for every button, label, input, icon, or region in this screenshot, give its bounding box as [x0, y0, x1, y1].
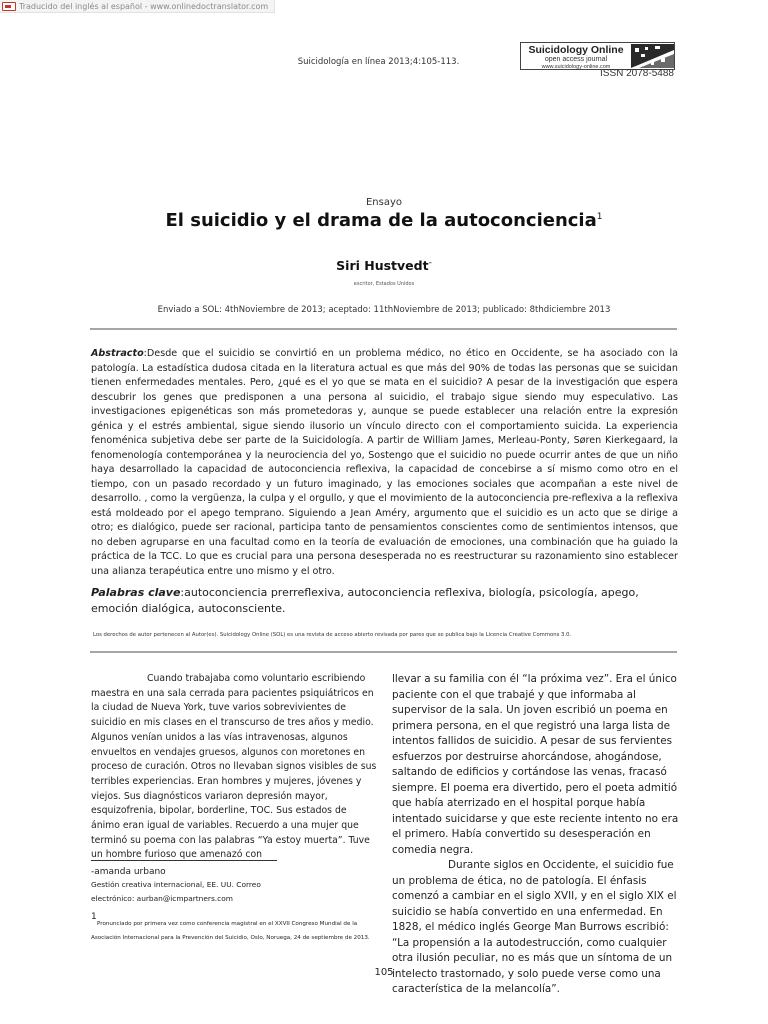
issn: ISSN 2078-5488: [600, 68, 674, 79]
body-right-paragraph-2: Durante siglos en Occidente, el suicidio fue un problema de ética, no de patología. El énfasis comenzó a cambiar en el siglo XVII, y en el siglo XIX el suicidio se había convertido en una enfermedad. En 1828, el médico inglés George Man Burrows escribió: “La propensión a la autodestrucción, como cualquier otra ilusión peculiar, no es más que un síntoma de un intelecto trastornado, y solo puede verse como una característica de la melancolía”.: [392, 859, 677, 995]
author-footnote-marker: -: [428, 258, 432, 268]
copyright-notice: Los derechos de autor pertenecen al Autor(es). Suicidology Online (SOL) es una revista de acceso abierto revisada por pares que se publica bajo la Licencia Creative Commons 3.0.: [93, 632, 572, 638]
journal-logo: [520, 42, 675, 70]
page-number: 105: [374, 967, 394, 978]
footnote-email: electrónico: aurban@icmpartners.com: [91, 894, 233, 903]
divider-top: [90, 328, 677, 330]
journal-reference: Suicidología en línea 2013;4:105-113.: [297, 57, 460, 67]
keywords-text: :autoconciencia prerreflexiva, autoconciencia reflexiva, biología, psicología, apego, emoción dialógica, autoconsciente.: [91, 586, 639, 615]
paper-title: [0, 210, 768, 231]
body-right-paragraph-1: llevar a su familia con él “la próxima vez”. Era el único paciente con el que trabajé y que informaba al supervisor de la sala. Un joven escribió un poema en primera persona, en el que registró una larga lista de intentos fallidos de suicidio. A pesar de sus fervientes esfuerzos por destruirse ahorcándose, ahogándose, saltando de edificios y cortándose las venas, fracasó siempre. El poema era divertido, pero el poeta admitió que había aterrizado en el hospital porque había intentado suicidarse y que este reciente intento no era el primero. Había convertido su desesperación en comedia negra.: [392, 673, 679, 856]
paper-title-text: El suicidio y el drama de la autoconciencia: [165, 210, 597, 231]
author-name: [0, 258, 768, 273]
translate-icon: [2, 2, 16, 11]
logo-emblem-icon: [631, 44, 674, 68]
abstract-text: :Desde que el suicidio se convirtió en un problema médico, no ético en Occidente, se ha asociado con la patología. La estadística dudosa citada en la literatura actual es que más del 90% de todas las personas que se suicidan tienen enfermedades mentales. Pero, ¿qué es el yo que se mata en el suicidio? A pesar de la investigación que espera descubrir los genes que predisponen a una persona al suicidio, el trabajo sigue siendo muy especulativo. Las investigaciones epigenéticas son más prometedoras y, aunque se puede establecer una relación entre la expresión génica y el estrés ambiental, sigue siendo ilusorio un vínculo directo con el comportamiento suicida. La experiencia fenoménica subjetiva debe ser parte de la Suicidología. A partir de William James, Merleau-Ponty, Søren Kierkegaard, la fenomenología contemporánea y la neurociencia del yo, Sostengo que el suicidio no puede ocurrir antes de que un niño haya desarrollado la capacidad de autoconciencia reflexiva, la capacidad de concebirse a sí mismo como otro en el tiempo, con un pasado recordado y un futuro imaginado, y las emociones sociales que acompañan a este nivel de desarrollo. , como la vergüenza, la culpa y el orgullo, y que el movimiento de la autoconciencia pre-reflexiva a la reflexiva está moldeado por el apego temprano. Siguiendo a Jean Améry, argumento que el suicidio es un acto que se dirige a otro; es dialógico, puede ser racional, participa tanto de pensamientos conscientes como de sentimientos intensos, que no deben agruparse en una facultad como en la teoría de evaluación de emociones, una combinación que ha guiado la práctica de la TCC. Lo que es crucial para una persona desesperada no es reestructurar su razonamiento sino establecer una alianza terapéutica entre uno mismo y el otro.: [91, 348, 678, 577]
translator-banner[interactable]: [0, 0, 275, 13]
section-label: Ensayo: [365, 197, 403, 208]
author-name-text: Siri Hustvedt: [336, 258, 429, 274]
footnote-number: 1: [91, 912, 97, 922]
author-affiliation: escritor, Estados Unidos: [353, 281, 415, 287]
logo-title: Suicidology Online: [528, 44, 624, 56]
submission-dates: Enviado a SOL: 4thNoviembre de 2013; aceptado: 11thNoviembre de 2013; publicado: 8thdiciembre 2013: [157, 305, 611, 315]
keywords: [91, 585, 678, 616]
abstract: [91, 347, 678, 579]
abstract-label: Abstracto: [91, 348, 144, 359]
footnote-agency: Gestión creativa internacional, EE. UU. Correo: [91, 880, 261, 889]
body-column-left: [91, 672, 378, 863]
body-column-right: [392, 672, 680, 998]
divider-bottom: [90, 651, 677, 653]
footnote-author-name: -amanda urbano: [91, 867, 166, 877]
logo-url: www.suicidology-online.com: [541, 64, 611, 70]
logo-subtitle: open access journal: [544, 56, 608, 63]
footnote-text: Pronunciado por primera vez como conferencia magistral en el XXVII Congreso Mundial de la Asociación Internacional para la Prevención del Suicidio, Oslo, Noruega, 24 de septiembre de 2013.: [91, 921, 370, 941]
keywords-label: Palabras clave: [91, 586, 181, 599]
body-left-text: Cuando trabajaba como voluntario escribiendo maestra en una sala cerrada para pacientes psiquiátricos en la ciudad de Nueva York, tuve varios sobrevivientes de suicidio en mis clases en el transcurso de tres años y medio. Algunos venían unidos a las vías intravenosas, algunos envueltos en vendajes gruesos, algunos con moretones en proceso de curación. Otros no llevaban signos visibles de sus terribles experiencias. Eran hombres y mujeres, jóvenes y viejos. Sus diagnósticos variaron depresión mayor, esquizofrenia, bipolar, borderline, TOC. Sus estados de ánimo eran igual de variables. Recuerdo a una mujer que terminó su poema con las palabras “Ya estoy muerta”. Tuve un hombre furioso que amenazó con: [91, 673, 377, 861]
translator-banner-text[interactable]: Traducido del inglés al español - www.onlinedoctranslator.com: [19, 1, 269, 11]
title-footnote-marker: 1: [596, 212, 603, 222]
footnote-divider: [91, 860, 277, 861]
